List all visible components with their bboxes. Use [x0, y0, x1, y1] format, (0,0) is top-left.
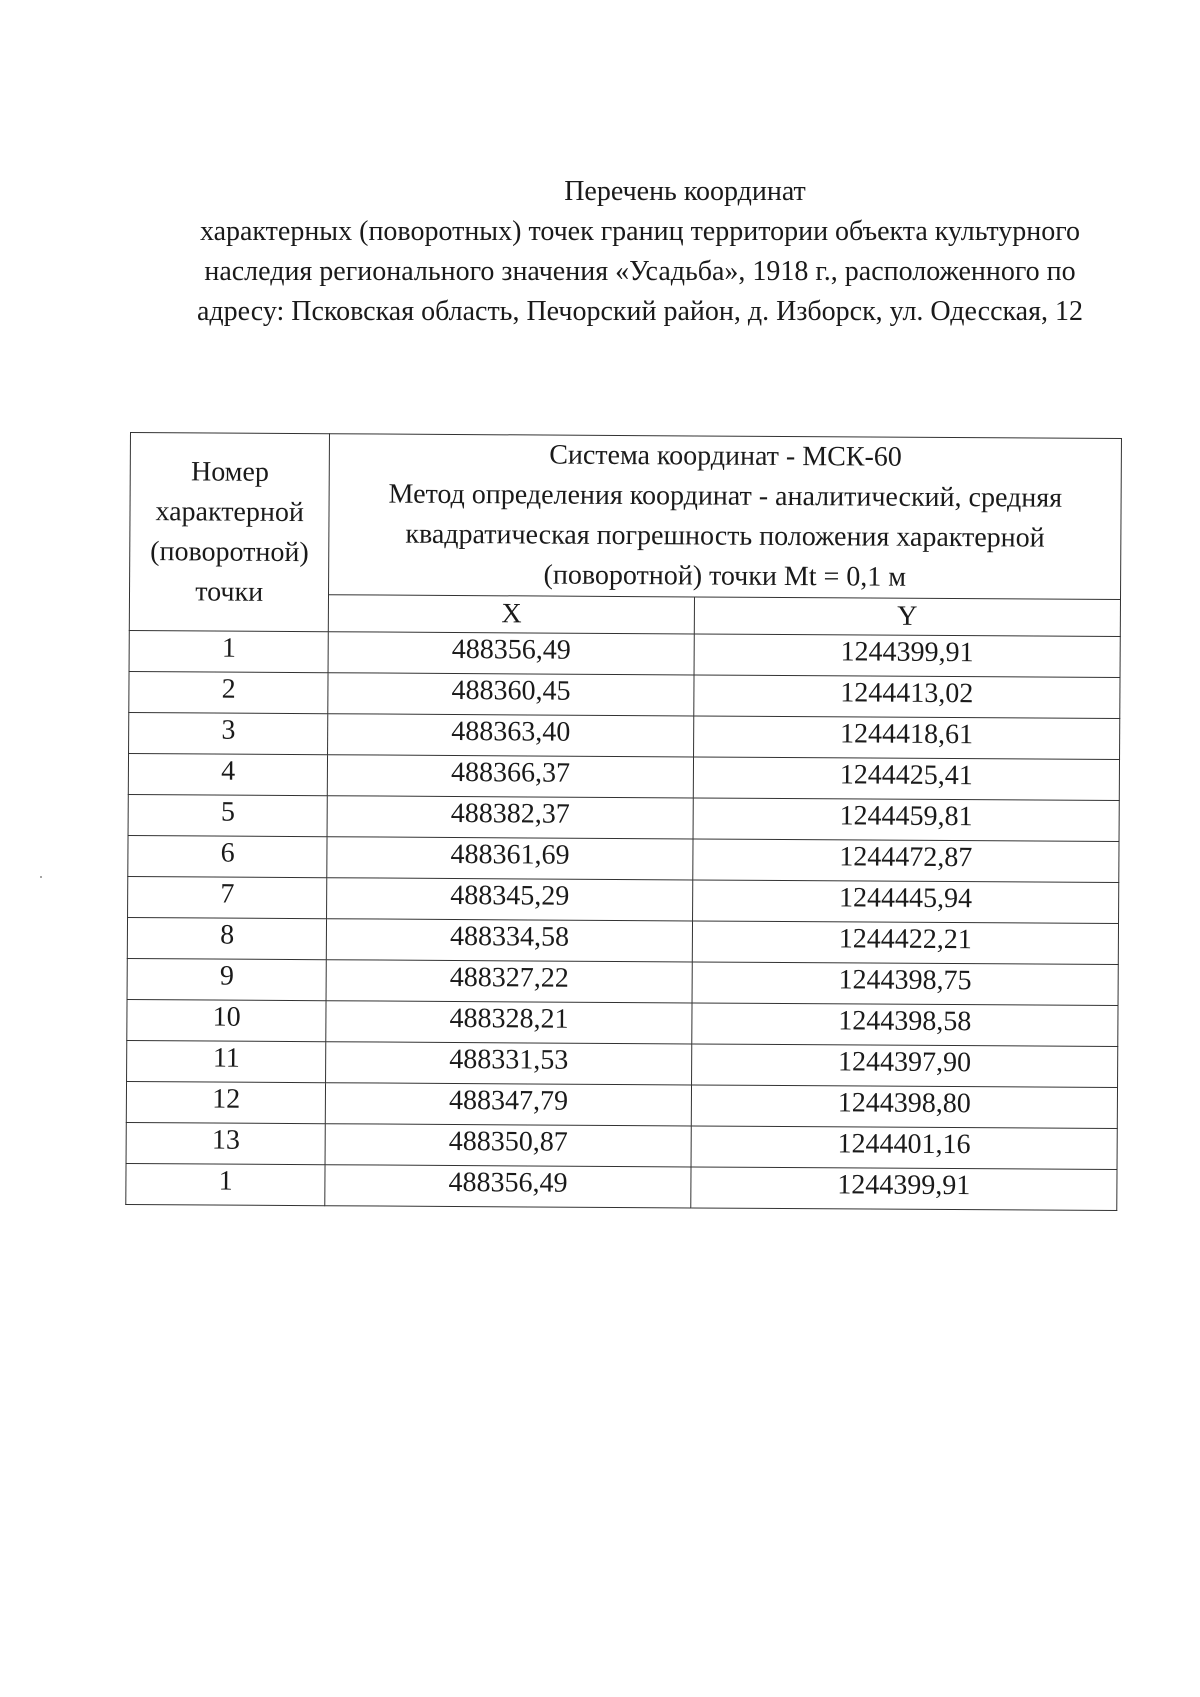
- y-coordinate-cell: 1244398,58: [692, 1003, 1118, 1047]
- title-line-1: Перечень координат: [564, 176, 806, 207]
- point-number-header-line: точки: [195, 575, 264, 608]
- point-number-header: [129, 433, 330, 632]
- table-body: [126, 630, 1120, 1210]
- table-row: [127, 1040, 1118, 1087]
- title-line-2: характерных (поворотных) точек границ территории объекта культурного: [199, 216, 1081, 247]
- x-coordinate-cell: 488366,37: [328, 755, 694, 798]
- point-number-cell: 8: [127, 917, 327, 959]
- coordinates-table: [125, 432, 1122, 1211]
- x-coordinate-cell: 488328,21: [326, 1001, 692, 1044]
- table-row: [126, 1163, 1117, 1210]
- x-coordinate-cell: 488331,53: [326, 1042, 692, 1085]
- point-number-cell: 2: [129, 671, 329, 713]
- point-number-cell: 3: [129, 712, 329, 754]
- coordinate-system-header: [329, 434, 1122, 600]
- point-number-header-line: (поворотной): [150, 535, 309, 568]
- y-coordinate-cell: 1244398,75: [692, 962, 1118, 1006]
- table-row: [127, 958, 1118, 1005]
- x-coordinate-cell: 488347,79: [326, 1083, 692, 1126]
- point-number-cell: 6: [128, 835, 328, 877]
- point-number-cell: 5: [128, 794, 328, 836]
- table-row: [128, 794, 1119, 841]
- point-number-cell: 10: [127, 999, 327, 1041]
- table-row: [128, 753, 1119, 800]
- y-coordinate-cell: 1244413,02: [694, 675, 1120, 719]
- x-coordinate-cell: 488382,37: [327, 796, 693, 839]
- x-coordinate-cell: 488360,45: [328, 673, 694, 716]
- y-coordinate-cell: 1244472,87: [693, 839, 1119, 883]
- x-coordinate-cell: 488327,22: [326, 960, 692, 1003]
- table-row: [126, 1122, 1117, 1169]
- point-number-cell: 4: [128, 753, 328, 795]
- point-number-header-line: Номер: [190, 455, 269, 488]
- y-coordinate-cell: 1244398,80: [691, 1085, 1117, 1129]
- table-row: [127, 999, 1118, 1046]
- point-number-cell: 13: [126, 1122, 326, 1164]
- y-coordinate-cell: 1244445,94: [692, 880, 1118, 924]
- y-coordinate-cell: 1244399,91: [691, 1167, 1117, 1211]
- point-number-cell: 1: [129, 630, 329, 672]
- coordinate-system-line: Метод определения координат - аналитический, средняя: [388, 478, 1063, 514]
- x-coordinate-cell: 488361,69: [327, 837, 693, 880]
- table-row: [129, 712, 1120, 759]
- scan-speck: [40, 876, 42, 878]
- y-coordinate-cell: 1244401,16: [691, 1126, 1117, 1170]
- coordinate-system-line: (поворотной) точки Mt = 0,1 м: [543, 559, 907, 593]
- y-coordinate-cell: 1244422,21: [692, 921, 1118, 965]
- point-number-cell: 7: [128, 876, 328, 918]
- y-coordinate-cell: 1244418,61: [693, 716, 1119, 760]
- y-coordinate-cell: 1244397,90: [691, 1044, 1117, 1088]
- table-row: [127, 917, 1118, 964]
- x-coordinate-cell: 488334,58: [327, 919, 693, 962]
- title-line-3: наследия регионального значения «Усадьба», 1918 г., расположенного по: [204, 256, 1076, 287]
- table-row: [128, 835, 1119, 882]
- x-coordinate-cell: 488356,49: [325, 1165, 691, 1208]
- point-number-cell: 9: [127, 958, 327, 1000]
- x-coordinate-cell: 488363,40: [328, 714, 694, 757]
- coordinate-system-line: Система координат - МСК-60: [549, 439, 902, 473]
- coordinate-system-line: квадратическая погрешность положения характерной: [405, 518, 1045, 554]
- title-line-4: адресу: Псковская область, Печорский район, д. Изборск, ул. Одесская, 12: [197, 296, 1083, 327]
- y-coordinate-cell: 1244399,91: [694, 634, 1120, 678]
- point-number-header-line: характерной: [155, 495, 304, 528]
- x-coordinate-cell: 488350,87: [325, 1124, 691, 1167]
- table-row: [128, 876, 1119, 923]
- point-number-cell: 12: [126, 1081, 326, 1123]
- table-row: [129, 671, 1120, 718]
- y-column-header: Y: [694, 597, 1120, 637]
- point-number-cell: 11: [127, 1040, 327, 1082]
- x-coordinate-cell: 488345,29: [327, 878, 693, 921]
- x-coordinate-cell: 488356,49: [328, 632, 694, 675]
- table-header-row: [130, 433, 1122, 600]
- y-coordinate-cell: 1244425,41: [693, 757, 1119, 801]
- table-row: [126, 1081, 1117, 1128]
- y-coordinate-cell: 1244459,81: [693, 798, 1119, 842]
- document-title: [150, 172, 1130, 332]
- x-column-header: X: [329, 595, 695, 634]
- table-row: [129, 630, 1120, 677]
- point-number-cell: 1: [126, 1163, 326, 1205]
